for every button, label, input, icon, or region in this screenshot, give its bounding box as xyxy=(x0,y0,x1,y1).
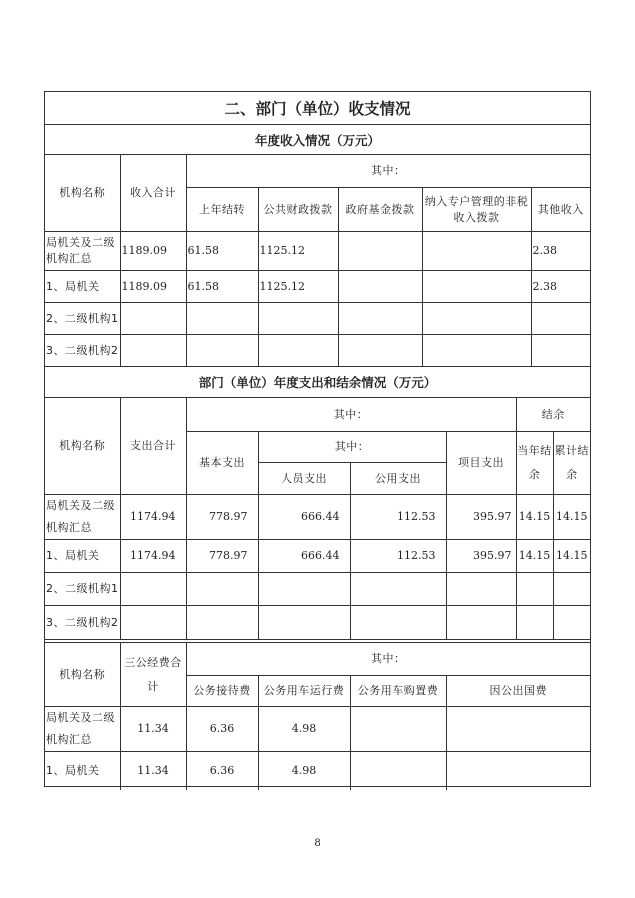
row-name: 1、局机关 xyxy=(45,271,120,303)
cell: 778.97 xyxy=(186,495,258,540)
cell: 11.34 xyxy=(120,707,186,752)
three-public-header-among: 其中： xyxy=(186,643,590,676)
expense-header-public-use: 公用支出 xyxy=(350,463,446,495)
cell xyxy=(553,606,590,640)
cell xyxy=(338,335,422,367)
cell xyxy=(120,606,186,640)
cell: 6.36 xyxy=(186,752,258,790)
cell xyxy=(516,606,553,640)
row-name: 2、二级机构1 xyxy=(45,573,120,606)
cell: 395.97 xyxy=(446,540,516,573)
cell xyxy=(186,606,258,640)
cell: 112.53 xyxy=(350,495,446,540)
cell xyxy=(350,707,446,752)
cell: 4.98 xyxy=(258,707,350,752)
three-public-header-abroad: 因公出国费 xyxy=(446,676,590,707)
income-header-gov-fund: 政府基金拨款 xyxy=(338,188,422,232)
income-table xyxy=(45,154,590,367)
table-row xyxy=(45,606,590,640)
row-name: 3、二级机构2 xyxy=(45,606,120,640)
report-frame xyxy=(44,91,591,787)
cell xyxy=(338,271,422,303)
cell: 4.98 xyxy=(258,752,350,790)
cell xyxy=(258,335,338,367)
table-row xyxy=(45,752,590,790)
table-row xyxy=(45,303,590,335)
table-row xyxy=(45,232,590,271)
income-header-name: 机构名称 xyxy=(45,155,120,232)
cell: 14.15 xyxy=(553,540,590,573)
cell xyxy=(553,573,590,606)
expense-header-cum-surplus: 累计结余 xyxy=(553,432,590,495)
income-subtitle: 年度收入情况（万元） xyxy=(45,125,590,155)
table-row xyxy=(45,707,590,752)
cell: 395.97 xyxy=(446,495,516,540)
cell: 666.44 xyxy=(258,540,350,573)
cell: 11.34 xyxy=(120,752,186,790)
cell: 1125.12 xyxy=(258,271,338,303)
table-row xyxy=(45,495,590,540)
cell xyxy=(350,573,446,606)
income-header-non-tax: 纳入专户管理的非税收入拨款 xyxy=(422,188,531,232)
expense-header-among: 其中： xyxy=(186,398,516,432)
table-row xyxy=(45,540,590,573)
income-header-among: 其中： xyxy=(186,155,590,188)
expense-header-surplus: 结余 xyxy=(516,398,590,432)
cell xyxy=(531,303,590,335)
row-name: 局机关及二级机构汇总 xyxy=(45,707,120,752)
cell: 1125.12 xyxy=(258,232,338,271)
cell xyxy=(258,303,338,335)
row-name: 2、二级机构1 xyxy=(45,303,120,335)
cell xyxy=(350,752,446,790)
expense-subtitle: 部门（单位）年度支出和结余情况（万元） xyxy=(198,374,437,390)
cell xyxy=(338,232,422,271)
cell: 6.36 xyxy=(186,707,258,752)
three-public-header-reception: 公务接待费 xyxy=(186,676,258,707)
cell: 61.58 xyxy=(186,232,258,271)
three-public-header-vehicle-run: 公务用车运行费 xyxy=(258,676,350,707)
cell xyxy=(120,335,186,367)
expense-header-year-surplus: 当年结余 xyxy=(516,432,553,495)
cell: 1189.09 xyxy=(120,232,186,271)
cell xyxy=(422,303,531,335)
three-public-header-vehicle-buy: 公务用车购置费 xyxy=(350,676,446,707)
cell: 14.15 xyxy=(516,540,553,573)
cell xyxy=(120,573,186,606)
expense-table xyxy=(45,397,590,640)
income-header-public-finance: 公共财政拨款 xyxy=(258,188,338,232)
row-name: 1、局机关 xyxy=(45,752,120,790)
cell: 2.38 xyxy=(531,232,590,271)
cell xyxy=(258,573,350,606)
cell: 112.53 xyxy=(350,540,446,573)
cell xyxy=(338,303,422,335)
row-name: 局机关及二级机构汇总 xyxy=(45,232,120,271)
expense-header-project: 项目支出 xyxy=(446,432,516,495)
cell xyxy=(186,573,258,606)
cell: 1189.09 xyxy=(120,271,186,303)
cell: 1174.94 xyxy=(120,540,186,573)
cell: 1174.94 xyxy=(120,495,186,540)
cell: 666.44 xyxy=(258,495,350,540)
expense-header-name: 机构名称 xyxy=(45,398,120,495)
three-public-header-name: 机构名称 xyxy=(45,643,120,707)
row-name: 3、二级机构2 xyxy=(45,335,120,367)
page-number: 8 xyxy=(314,838,321,849)
cell xyxy=(422,271,531,303)
cell: 778.97 xyxy=(186,540,258,573)
table-row xyxy=(45,573,590,606)
cell: 14.15 xyxy=(553,495,590,540)
cell xyxy=(186,335,258,367)
cell xyxy=(422,232,531,271)
section-title: 二、部门（单位）收支情况 xyxy=(45,92,590,125)
cell xyxy=(446,606,516,640)
cell xyxy=(422,335,531,367)
three-public-table xyxy=(45,642,590,790)
cell xyxy=(120,303,186,335)
expense-header-personnel: 人员支出 xyxy=(258,463,350,495)
row-name: 1、局机关 xyxy=(45,540,120,573)
income-header-prev-year: 上年结转 xyxy=(186,188,258,232)
cell xyxy=(446,752,590,790)
table-row xyxy=(45,271,590,303)
cell xyxy=(446,707,590,752)
income-header-other: 其他收入 xyxy=(531,188,590,232)
cell xyxy=(516,573,553,606)
cell xyxy=(258,606,350,640)
expense-header-total: 支出合计 xyxy=(120,398,186,495)
table-row xyxy=(45,335,590,367)
cell: 2.38 xyxy=(531,271,590,303)
cell: 61.58 xyxy=(186,271,258,303)
cell xyxy=(350,606,446,640)
expense-header-basic: 基本支出 xyxy=(186,432,258,495)
income-header-total: 收入合计 xyxy=(120,155,186,232)
cell: 14.15 xyxy=(516,495,553,540)
three-public-header-total: 三公经费合计 xyxy=(120,643,186,707)
cell xyxy=(446,573,516,606)
cell xyxy=(186,303,258,335)
cell xyxy=(531,335,590,367)
row-name: 局机关及二级机构汇总 xyxy=(45,495,120,540)
expense-header-among2: 其中： xyxy=(258,432,446,463)
